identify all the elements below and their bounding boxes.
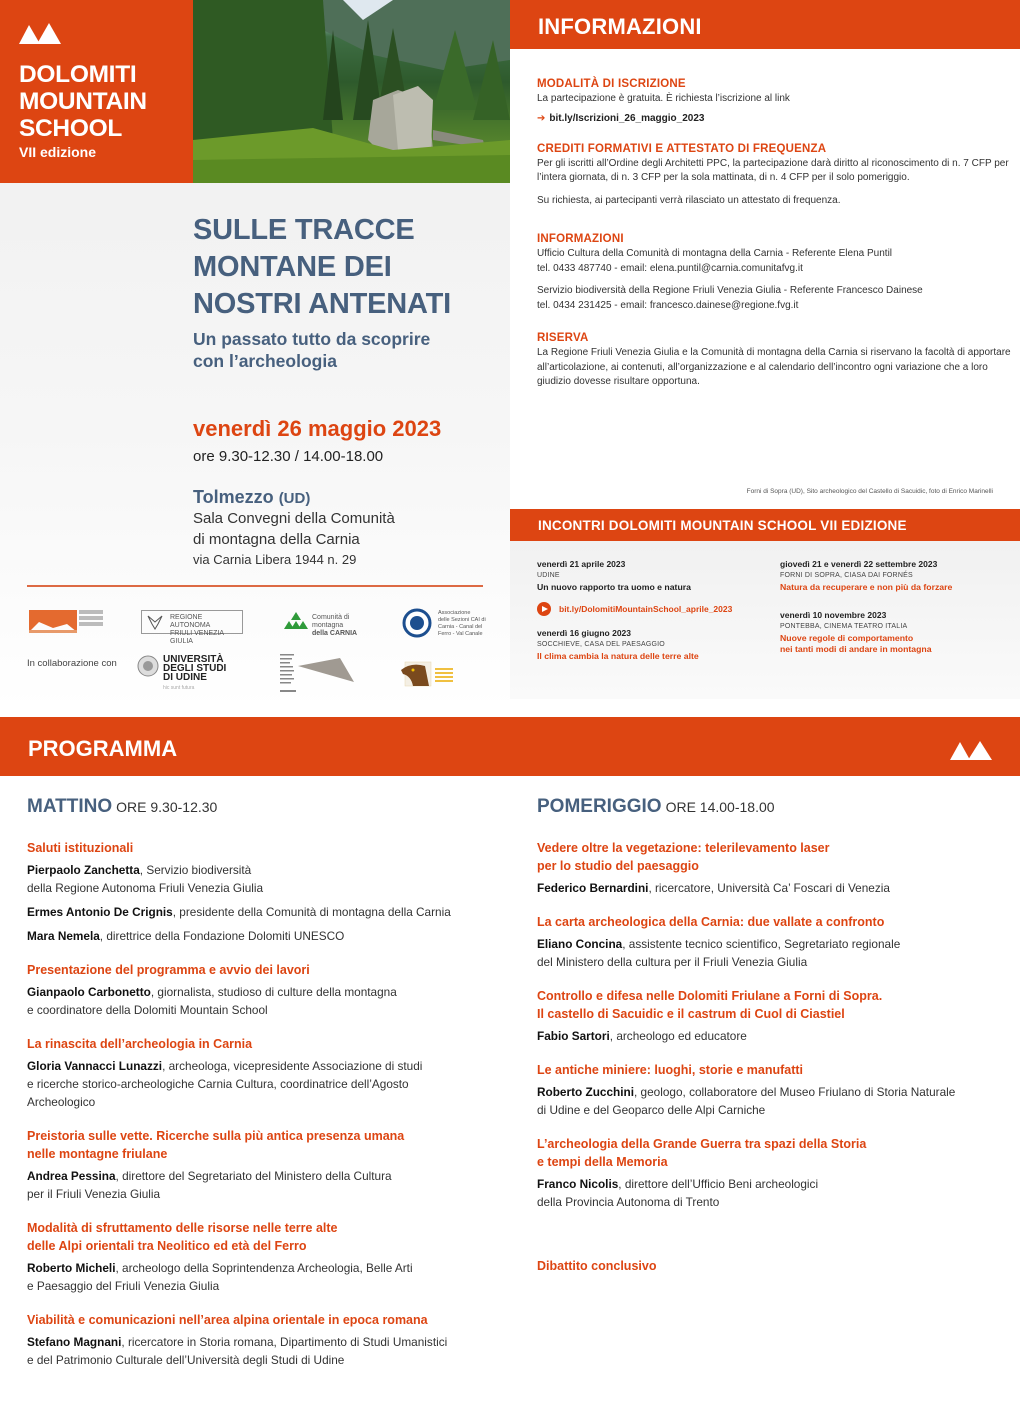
speaker-name: Gloria Vannacci Lunazzi xyxy=(27,1059,163,1073)
session-title xyxy=(537,1061,1012,1079)
incontro-place: SOCCHIEVE, CASA DEL PAESAGGIO xyxy=(537,641,665,648)
session-title-line: Controllo e difesa nelle Dolomiti Friulane a Forni di Sopra. xyxy=(537,989,883,1003)
comunita-logo-line: della CARNIA xyxy=(312,630,358,637)
speaker-name: Gianpaolo Carbonetto xyxy=(27,985,151,999)
crediti-heading: CREDITI FORMATIVI E ATTESTATO DI FREQUENZA xyxy=(537,142,827,155)
speaker-role: , giornalista, studioso di culture della montagna xyxy=(150,985,397,999)
session-title-line: Viabilità e comunicazioni nell’area alpina orientale in epoca romana xyxy=(27,1313,428,1327)
comunita-logo-line: Comunità di montagna xyxy=(312,614,350,629)
session xyxy=(537,1135,1012,1211)
speaker-role: , archeologo della Soprintendenza Archeologia, Belle Arti xyxy=(115,1261,413,1275)
session-title-line: La rinascita dell’archeologia in Carnia xyxy=(27,1037,253,1051)
speaker-name: Pierpaolo Zanchetta xyxy=(27,863,140,877)
session-title xyxy=(27,839,502,857)
pomeriggio-heading xyxy=(537,796,1012,818)
speaker-role: , direttore dell’Ufficio Beni archeologici xyxy=(618,1177,819,1191)
event-title-line: NOSTRI ANTENATI xyxy=(193,288,451,320)
event-date: venerdì 26 maggio 2023 xyxy=(193,416,442,441)
speaker xyxy=(537,935,1012,971)
session xyxy=(27,1127,502,1203)
speaker-role: , ricercatore in Storia romana, Dipartimento di Studi Umanistici xyxy=(121,1335,448,1349)
contatto-2 xyxy=(537,284,1012,313)
contatto-line: Ufficio Cultura della Comunità di montagna della Carnia - Referente Elena Puntil xyxy=(537,248,893,259)
incontro-title-line: nei tanti modi di andare in montagna xyxy=(780,644,932,654)
speaker-role: , Servizio biodiversità xyxy=(139,863,252,877)
incontro-date: giovedì 21 e venerdì 22 settembre 2023 xyxy=(780,559,938,569)
session xyxy=(27,961,502,1019)
mountains-icon xyxy=(950,738,992,760)
venue-address: via Carnia Libera 1944 n. 29 xyxy=(193,552,357,567)
federazione-logo xyxy=(280,652,360,694)
speaker xyxy=(27,1167,502,1203)
landscape-photo xyxy=(193,0,510,183)
venue-line: Sala Convegni della Comunità xyxy=(193,510,395,527)
session-title-line: Vedere oltre la vegetazione: telerilevamento laser xyxy=(537,841,830,855)
mountains-icon xyxy=(19,20,61,44)
speaker-role-line: di Udine e del Geoparco delle Alpi Carniche xyxy=(537,1103,766,1117)
incontro-date: venerdì 10 novembre 2023 xyxy=(780,610,887,620)
federazione-mark-icon xyxy=(280,652,360,694)
incontro-place: UDINE xyxy=(537,572,560,579)
brand-name-line: DOLOMITI xyxy=(19,61,137,88)
cai-logo-line: Carnia - Canal del xyxy=(438,624,483,630)
speaker-role: , assistente tecnico scientifico, Segretariato regionale xyxy=(622,937,901,951)
speaker xyxy=(27,1259,502,1295)
session xyxy=(537,839,1012,897)
speaker-role: , direttore del Segretariato del Ministero della Cultura xyxy=(115,1169,392,1183)
speaker xyxy=(537,879,1012,897)
cai-logo-line: Ferro - Val Canale xyxy=(438,631,483,637)
universita-logo-line: DEGLI STUDI xyxy=(163,663,227,674)
event-title-line: SULLE TRACCE xyxy=(193,214,415,246)
speaker-role: , ricercatore, Università Ca’ Foscari di Venezia xyxy=(648,881,890,895)
top-section xyxy=(0,0,1020,710)
speaker-role-line: e del Patrimonio Culturale dell’Università degli Studi di Udine xyxy=(27,1353,345,1367)
session-title xyxy=(537,913,1012,931)
contatti-heading: INFORMAZIONI xyxy=(537,233,624,245)
brand-name xyxy=(19,61,193,142)
incontro-title: Natura da recuperare e non più da forzare xyxy=(780,582,953,592)
speaker-name: Mara Nemela xyxy=(27,929,100,943)
session-title-line: delle Alpi orientali tra Neolitico ed età del Ferro xyxy=(27,1239,307,1253)
session-title xyxy=(537,1135,1012,1171)
closing-session xyxy=(537,1257,1012,1275)
speaker-name: Stefano Magnani xyxy=(27,1335,122,1349)
speaker-role-line: e Paesaggio del Friuli Venezia Giulia xyxy=(27,1279,220,1293)
iscrizione-link-text[interactable]: bit.ly/Iscrizioni_26_maggio_2023 xyxy=(549,112,705,124)
speaker-name: Andrea Pessina xyxy=(27,1169,116,1183)
session-title-line: Saluti istituzionali xyxy=(27,841,134,855)
venue-province: (UD) xyxy=(278,490,311,507)
speaker-role-line: per il Friuli Venezia Giulia xyxy=(27,1187,161,1201)
partner-logos xyxy=(27,600,487,700)
attestato-text: Su richiesta, ai partecipanti verrà rilasciato un attestato di frequenza. xyxy=(537,194,841,206)
speaker-role-line: della Provincia Autonoma di Trento xyxy=(537,1195,720,1209)
contatto-line: tel. 0433 487740 - email: elena.puntil@carnia.comunitafvg.it xyxy=(537,262,803,274)
incontri-column-left xyxy=(537,559,767,674)
session-title-line: per lo studio del paesaggio xyxy=(537,859,699,873)
collaboration-label: In collaborazione con xyxy=(27,658,117,669)
speaker-role: , archeologo ed educatore xyxy=(609,1029,747,1043)
event-title-line: MONTANE DEI xyxy=(193,251,392,283)
session xyxy=(27,1219,502,1295)
session-title xyxy=(27,1311,502,1329)
mattino-time: ORE 9.30-12.30 xyxy=(116,799,218,815)
speaker-role-line: Archeologico xyxy=(27,1095,96,1109)
session-title xyxy=(27,1035,502,1053)
speaker-role: , archeologa, vicepresidente Associazione di studi xyxy=(162,1059,423,1073)
session-title-line: nelle montagne friulane xyxy=(27,1147,168,1161)
incontro-title-line: Nuove regole di comportamento xyxy=(780,633,914,643)
brand-name-line: SCHOOL xyxy=(19,115,123,142)
pomeriggio-sessions xyxy=(537,839,1012,1211)
session-title xyxy=(537,987,1012,1023)
session-title-line: La carta archeologica della Carnia: due vallate a confronto xyxy=(537,915,885,929)
regione-logo-line: REGIONE AUTONOMA xyxy=(170,614,211,629)
speaker xyxy=(27,1333,502,1369)
speaker xyxy=(27,861,502,897)
universita-logo-line: UNIVERSITÀ xyxy=(163,654,224,665)
event-title xyxy=(193,212,503,323)
regione-logo xyxy=(141,610,243,645)
divider xyxy=(27,585,483,587)
speaker xyxy=(27,927,502,945)
event-subtitle xyxy=(193,328,503,372)
incontro-title: Un nuovo rapporto tra uomo e natura xyxy=(537,582,691,592)
speaker-role: , presidente della Comunità di montagna della Carnia xyxy=(172,905,451,919)
universita-motto: hic sunt futura xyxy=(163,685,195,691)
incontro-place: PONTEBBA, CINEMA TEATRO ITALIA xyxy=(780,623,908,630)
incontro-title: Il clima cambia la natura delle terre alte xyxy=(537,651,699,661)
speaker-role-line: del Ministero della cultura per il Friuli Venezia Giulia xyxy=(537,955,808,969)
incontro-link-text[interactable]: bit.ly/DolomitiMountainSchool_aprile_2023 xyxy=(559,604,733,614)
mattino-sessions xyxy=(27,839,502,1369)
speaker xyxy=(27,903,502,921)
event-panel xyxy=(0,0,510,710)
session-title xyxy=(27,1219,502,1255)
event-title-block xyxy=(193,212,503,465)
header-photo xyxy=(193,0,510,183)
speaker xyxy=(27,1057,502,1111)
iscrizione-heading: MODALITÀ DI ISCRIZIONE xyxy=(537,78,686,90)
play-icon xyxy=(537,602,551,616)
incontro-title xyxy=(780,633,1010,655)
fondazione-logo xyxy=(27,606,107,634)
speaker-name: Roberto Zucchini xyxy=(537,1085,634,1099)
contatto-line: tel. 0434 231425 - email: francesco.dainese@regione.fvg.it xyxy=(537,299,799,311)
speaker-name: Eliano Concina xyxy=(537,937,623,951)
brand-name-line: MOUNTAIN xyxy=(19,88,147,115)
comunita-logo xyxy=(282,610,382,636)
session-title-line: L’archeologia della Grande Guerra tra spazi della Storia xyxy=(537,1137,867,1151)
cai-emblem-icon xyxy=(402,608,432,638)
brand-edition: VII edizione xyxy=(19,144,97,160)
info-body xyxy=(537,78,1012,390)
event-subtitle-line: Un passato tutto da scoprire xyxy=(193,329,431,349)
speaker xyxy=(537,1175,1012,1211)
speaker-name: Franco Nicolis xyxy=(537,1177,619,1191)
venue-city xyxy=(193,487,493,508)
speaker-role-line: della Regione Autonoma Friuli Venezia Giulia xyxy=(27,881,264,895)
incontro-item xyxy=(780,610,1010,655)
regione-logo-line: FRIULI VENEZIA GIULIA xyxy=(170,630,224,645)
session-title xyxy=(537,839,1012,875)
incontro-item xyxy=(780,559,1010,593)
parco-logo xyxy=(399,660,459,688)
speaker-name: Roberto Micheli xyxy=(27,1261,116,1275)
contatto-1 xyxy=(537,247,1012,276)
speaker-name: Ermes Antonio De Crignis xyxy=(27,905,173,919)
crediti-text: Per gli iscritti all’Ordine degli Architetti PPC, la partecipazione darà diritto al riconoscimento di n. 7 CFP per l’intera giornata, di n. 3 CFP per la sola mattinata, di n. 4 CFP per il solo pomeriggio. xyxy=(537,157,1009,183)
info-header: INFORMAZIONI xyxy=(510,0,1020,49)
session-title xyxy=(27,961,502,979)
incontro-date: venerdì 16 giugno 2023 xyxy=(537,628,632,638)
university-seal-icon xyxy=(137,655,159,677)
arrow-right-icon: ➔ xyxy=(537,112,546,124)
venue-city-name: Tolmezzo xyxy=(193,487,274,507)
venue-line: di montagna della Carnia xyxy=(193,531,360,548)
speaker-name: Federico Bernardini xyxy=(537,881,649,895)
speaker-role: , direttrice della Fondazione Dolomiti UNESCO xyxy=(99,929,345,943)
session xyxy=(27,839,502,945)
venue xyxy=(193,487,493,570)
brand-box xyxy=(0,0,193,183)
session xyxy=(537,1061,1012,1119)
session xyxy=(27,1311,502,1369)
trees-icon xyxy=(282,612,310,632)
eagle-icon xyxy=(146,614,164,630)
riserva-heading: RISERVA xyxy=(537,332,589,344)
pomeriggio-time: ORE 14.00-18.00 xyxy=(665,799,775,815)
session-title xyxy=(27,1127,502,1163)
session-title-line: Le antiche miniere: luoghi, storie e manufatti xyxy=(537,1063,804,1077)
session xyxy=(537,987,1012,1045)
session-title-line: Modalità di sfruttamento delle risorse nelle terre alte xyxy=(27,1221,338,1235)
session-title-line: e tempi della Memoria xyxy=(537,1155,668,1169)
incontri-box xyxy=(510,509,1020,699)
event-subtitle-line: con l’archeologia xyxy=(193,351,337,371)
speaker-name: Fabio Sartori xyxy=(537,1029,610,1043)
programma-title: PROGRAMMA xyxy=(28,736,178,761)
session-title: Dibattito conclusivo xyxy=(537,1259,657,1273)
session xyxy=(537,913,1012,971)
pomeriggio-column xyxy=(537,796,1012,1291)
iscrizione-text: La partecipazione è gratuita. È richiesta l’iscrizione al link xyxy=(537,93,790,104)
mattino-label: MATTINO xyxy=(27,796,113,817)
cai-logo xyxy=(402,608,487,640)
session-title-line: Il castello di Sacuidic e il castrum di Cuol di Ciastiel xyxy=(537,1007,845,1021)
session xyxy=(27,1035,502,1111)
riserva-text: La Regione Friuli Venezia Giulia e la Comunità di montagna della Carnia si riservano la facoltà di apportare all’articolazione, ai contenuti, all’organizzazione e al calendario dell’incontro ogni variazione che a loro giudizio dovesse risultare opportuna. xyxy=(537,347,1011,387)
incontro-item xyxy=(537,559,767,616)
mattino-column xyxy=(27,796,502,1385)
fondazione-mark-icon xyxy=(27,606,107,634)
mattino-heading xyxy=(27,796,502,818)
session-title-line: Preistoria sulle vette. Ricerche sulla più antica presenza umana xyxy=(27,1129,405,1143)
speaker xyxy=(537,1083,1012,1119)
cai-logo-line: Associazione xyxy=(438,610,471,616)
incontro-place: FORNI DI SOPRA, CIASA DAI FORNÉS xyxy=(780,572,913,579)
universita-logo xyxy=(137,653,237,691)
incontri-header: INCONTRI DOLOMITI MOUNTAIN SCHOOL VII EDIZIONE xyxy=(510,509,1020,541)
incontro-item xyxy=(537,628,767,662)
speaker xyxy=(27,983,502,1019)
session-title-line: Presentazione del programma e avvio dei lavori xyxy=(27,963,310,977)
eagle-head-icon xyxy=(399,660,459,688)
pomeriggio-label: POMERIGGIO xyxy=(537,796,662,817)
speaker-role: , geologo, collaboratore del Museo Friulano di Storia Naturale xyxy=(634,1085,956,1099)
cai-logo-line: delle Sezioni CAI di xyxy=(438,617,486,623)
programma-header xyxy=(0,717,1020,776)
event-hours: ore 9.30-12.30 / 14.00-18.00 xyxy=(193,448,384,465)
speaker-role-line: e coordinatore della Dolomiti Mountain School xyxy=(27,1003,268,1017)
incontro-date: venerdì 21 aprile 2023 xyxy=(537,559,626,569)
universita-logo-line: DI UDINE xyxy=(163,672,207,683)
speaker-role-line: e ricerche storico-archeologiche Carnia Cultura, coordinatrice dell’Agosto xyxy=(27,1077,409,1091)
contatto-line: Servizio biodiversità della Regione Friuli Venezia Giulia - Referente Francesco Dainese xyxy=(537,285,923,296)
iscrizione-link[interactable] xyxy=(537,113,1012,124)
photo-credit: Forni di Sopra (UD), Sito archeologico del Castello di Sacuidic, foto di Enrico Marinelli xyxy=(746,488,993,495)
speaker xyxy=(537,1027,1012,1045)
incontri-column-right xyxy=(780,559,1010,667)
incontro-link[interactable] xyxy=(537,602,767,616)
